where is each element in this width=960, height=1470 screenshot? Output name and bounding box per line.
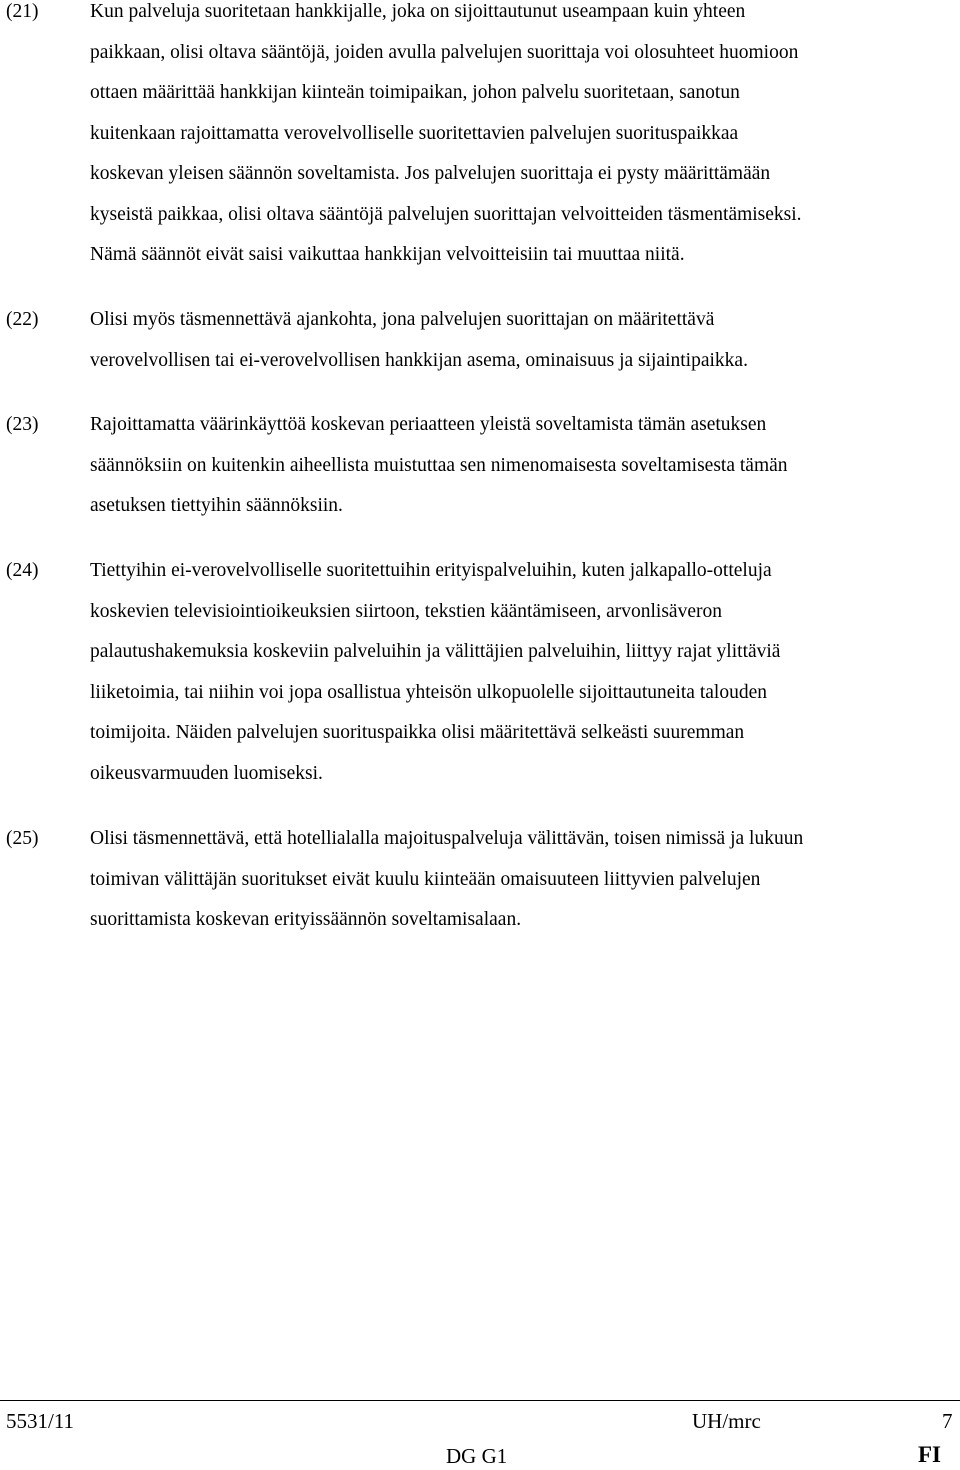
text-line: toimivan välittäjän suoritukset eivät kuulu kiinteään omaisuuteen liittyvien palvelujen	[90, 868, 761, 890]
text-line: asetuksen tiettyihin säännöksiin.	[90, 495, 343, 516]
paragraph-text	[90, 405, 960, 527]
paragraph-number: (25)	[6, 828, 39, 849]
footer-divider	[0, 1400, 960, 1401]
text-line: oikeusvarmuuden luomiseksi.	[90, 762, 323, 784]
text-line: kuitenkaan rajoittamatta verovelvolliselle suoritettavien palvelujen suorituspaikkaa	[90, 122, 739, 144]
paragraph-number: (23)	[6, 414, 39, 435]
text-line: palautushakemuksia koskeviin palveluihin ja välittäjien palveluihin, liittyy rajat ylittäviä	[90, 641, 781, 662]
paragraph-number: (24)	[6, 560, 39, 581]
text-line: liiketoimia, tai niihin voi jopa osallistua yhteisön ulkopuolelle sijoittautuneita talouden	[90, 681, 767, 703]
text-line: koskevan yleisen säännön soveltamista. Jos palvelujen suorittaja ei pysty määrittämään	[90, 163, 771, 184]
paragraph-text	[90, 0, 960, 276]
footer-language: FI	[918, 1442, 941, 1467]
paragraph-text	[90, 819, 960, 941]
text-line: toimijoita. Näiden palvelujen suorituspaikka olisi määritettävä selkeästi suuremman	[90, 722, 745, 743]
footer-doc-number: 5531/11	[6, 1409, 75, 1433]
text-line: suorittamista koskevan erityissäännön soveltamisalaan.	[90, 909, 522, 930]
text-line: Kun palveluja suoritetaan hankkijalle, joka on sijoittautunut useampaan kuin yhteen	[90, 1, 746, 22]
footer-page-number: 7	[942, 1409, 953, 1433]
footer-initials: UH/mrc	[692, 1409, 761, 1433]
text-line: Rajoittamatta väärinkäyttöä koskevan periaatteen yleistä soveltamista tämän asetuksen	[90, 414, 767, 435]
paragraph-text	[90, 300, 960, 381]
footer-directorate: DG G1	[446, 1444, 508, 1468]
text-line: Olisi täsmennettävä, että hotellialalla majoituspalveluja välittävän, toisen nimissä ja lukuun	[90, 828, 804, 849]
paragraph-text	[90, 551, 960, 794]
text-line: paikkaan, olisi oltava sääntöjä, joiden avulla palvelujen suorittaja voi olosuhteet huomioon	[90, 41, 799, 63]
text-line: koskevien televisiointioikeuksien siirtoon, tekstien kääntämiseen, arvonlisäveron	[90, 600, 722, 622]
text-line: säännöksiin on kuitenkin aiheellista muistuttaa sen nimenomaisesta soveltamisesta tämän	[90, 454, 788, 476]
paragraph-number: (21)	[6, 1, 39, 22]
text-line: Tiettyihin ei-verovelvolliselle suoritettuihin erityispalveluihin, kuten jalkapallo-otteluja	[90, 560, 772, 581]
text-line: verovelvollisen tai ei-verovelvollisen hankkijan asema, ominaisuus ja sijaintipaikka.	[90, 349, 748, 371]
text-line: ottaen määrittää hankkijan kiinteän toimipaikan, johon palvelu suoritetaan, sanotun	[90, 82, 740, 103]
text-line: Nämä säännöt eivät saisi vaikuttaa hankkijan velvoitteisiin tai muuttaa niitä.	[90, 244, 685, 265]
paragraph-number: (22)	[6, 309, 39, 330]
text-line: Olisi myös täsmennettävä ajankohta, jona palvelujen suorittajan on määritettävä	[90, 309, 715, 330]
text-line: kyseistä paikkaa, olisi oltava sääntöjä palvelujen suorittajan velvoitteiden täsmentämiseksi.	[90, 203, 802, 225]
